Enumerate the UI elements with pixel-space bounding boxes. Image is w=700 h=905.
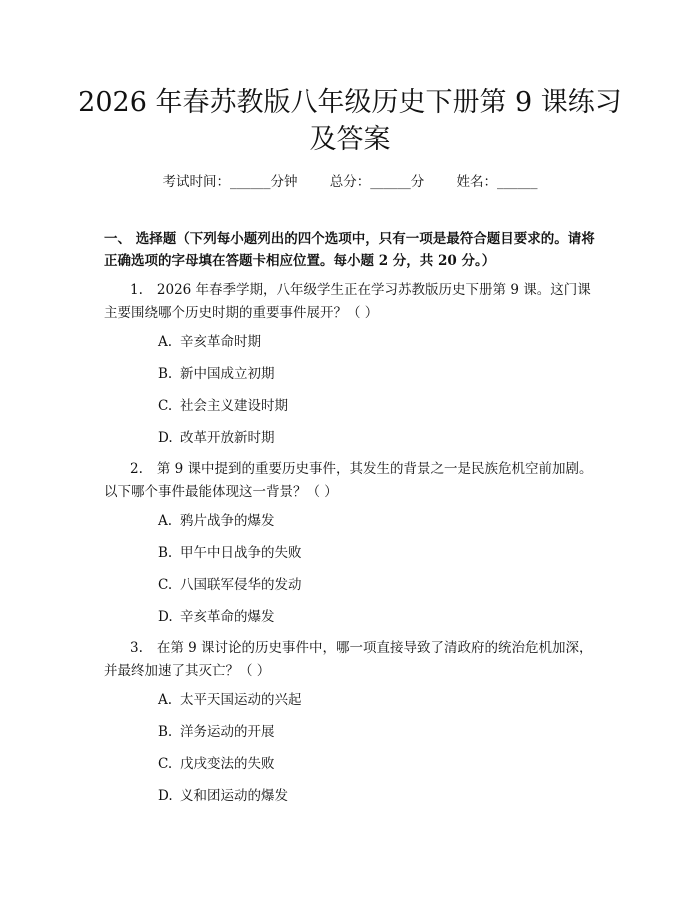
question-2-option-c xyxy=(158,575,302,595)
question-number: 1. xyxy=(130,282,143,298)
option-text: 八国联军侵华的发动 xyxy=(180,577,302,593)
exam-meta xyxy=(0,170,700,190)
option-text: 辛亥革命的爆发 xyxy=(180,609,275,625)
option-text: 洋务运动的开展 xyxy=(180,724,275,740)
question-text: 第 9 课中提到的重要历史事件，其发生的背景之一是民族危机空前加剧。以下哪个事件最能体现这一背景？（ ） xyxy=(104,461,593,500)
exam-time-field: 考试时间：______分钟 xyxy=(162,174,298,190)
question-2-option-d xyxy=(158,607,275,627)
option-text: 社会主义建设时期 xyxy=(180,398,288,414)
option-text: 改革开放新时期 xyxy=(180,430,275,446)
option-text: 戊戌变法的失败 xyxy=(180,756,275,772)
question-3-option-a xyxy=(158,690,302,710)
option-letter: A. xyxy=(158,334,173,350)
question-1 xyxy=(104,279,600,325)
option-letter: C. xyxy=(158,756,173,772)
page-title-continued: 及答案 xyxy=(309,124,391,155)
question-1-option-a xyxy=(158,332,261,352)
question-1-option-c xyxy=(158,396,288,416)
question-number: 2. xyxy=(130,461,143,477)
option-letter: A. xyxy=(158,513,173,529)
option-text: 鸦片战争的爆发 xyxy=(180,513,275,529)
question-number: 3. xyxy=(130,640,143,656)
question-3-option-d xyxy=(158,786,288,806)
option-text: 义和团运动的爆发 xyxy=(180,788,288,804)
question-3-option-b xyxy=(158,722,275,742)
question-3 xyxy=(104,637,600,683)
option-letter: B. xyxy=(158,545,173,561)
option-letter: D. xyxy=(158,430,173,446)
total-score-field: 总分：______分 xyxy=(329,174,425,190)
question-1-option-b xyxy=(158,364,275,384)
option-letter: D. xyxy=(158,609,173,625)
question-1-option-d xyxy=(158,428,275,448)
option-letter: C. xyxy=(158,398,173,414)
option-letter: D. xyxy=(158,788,173,804)
option-letter: B. xyxy=(158,366,173,382)
question-2-option-a xyxy=(158,511,275,531)
question-2 xyxy=(104,458,600,504)
option-text: 新中国成立初期 xyxy=(180,366,275,382)
option-letter: A. xyxy=(158,692,173,708)
option-text: 辛亥革命时期 xyxy=(180,334,261,350)
question-2-option-b xyxy=(158,543,302,563)
page-title: 2026 年春苏教版八年级历史下册第 9 课练习 xyxy=(78,87,622,118)
option-letter: B. xyxy=(158,724,173,740)
student-name-field: 姓名：______ xyxy=(456,174,538,190)
option-text: 太平天国运动的兴起 xyxy=(180,692,302,708)
option-text: 甲午中日战争的失败 xyxy=(180,545,302,561)
question-text: 2026 年春季学期，八年级学生正在学习苏教版历史下册第 9 课。这门课主要围绕哪个历史时期的重要事件展开？（ ） xyxy=(104,282,591,321)
option-letter: C. xyxy=(158,577,173,593)
section-heading: 一、 选择题（下列每小题列出的四个选项中，只有一项是最符合题目要求的。请将正确选项的字母填在答题卡相应位置。每小题 2 分，共 20 分。） xyxy=(104,231,595,269)
question-3-option-c xyxy=(158,754,275,774)
question-text: 在第 9 课讨论的历史事件中，哪一项直接导致了清政府的统治危机加深，并最终加速了其灭亡？（ ） xyxy=(104,640,593,679)
